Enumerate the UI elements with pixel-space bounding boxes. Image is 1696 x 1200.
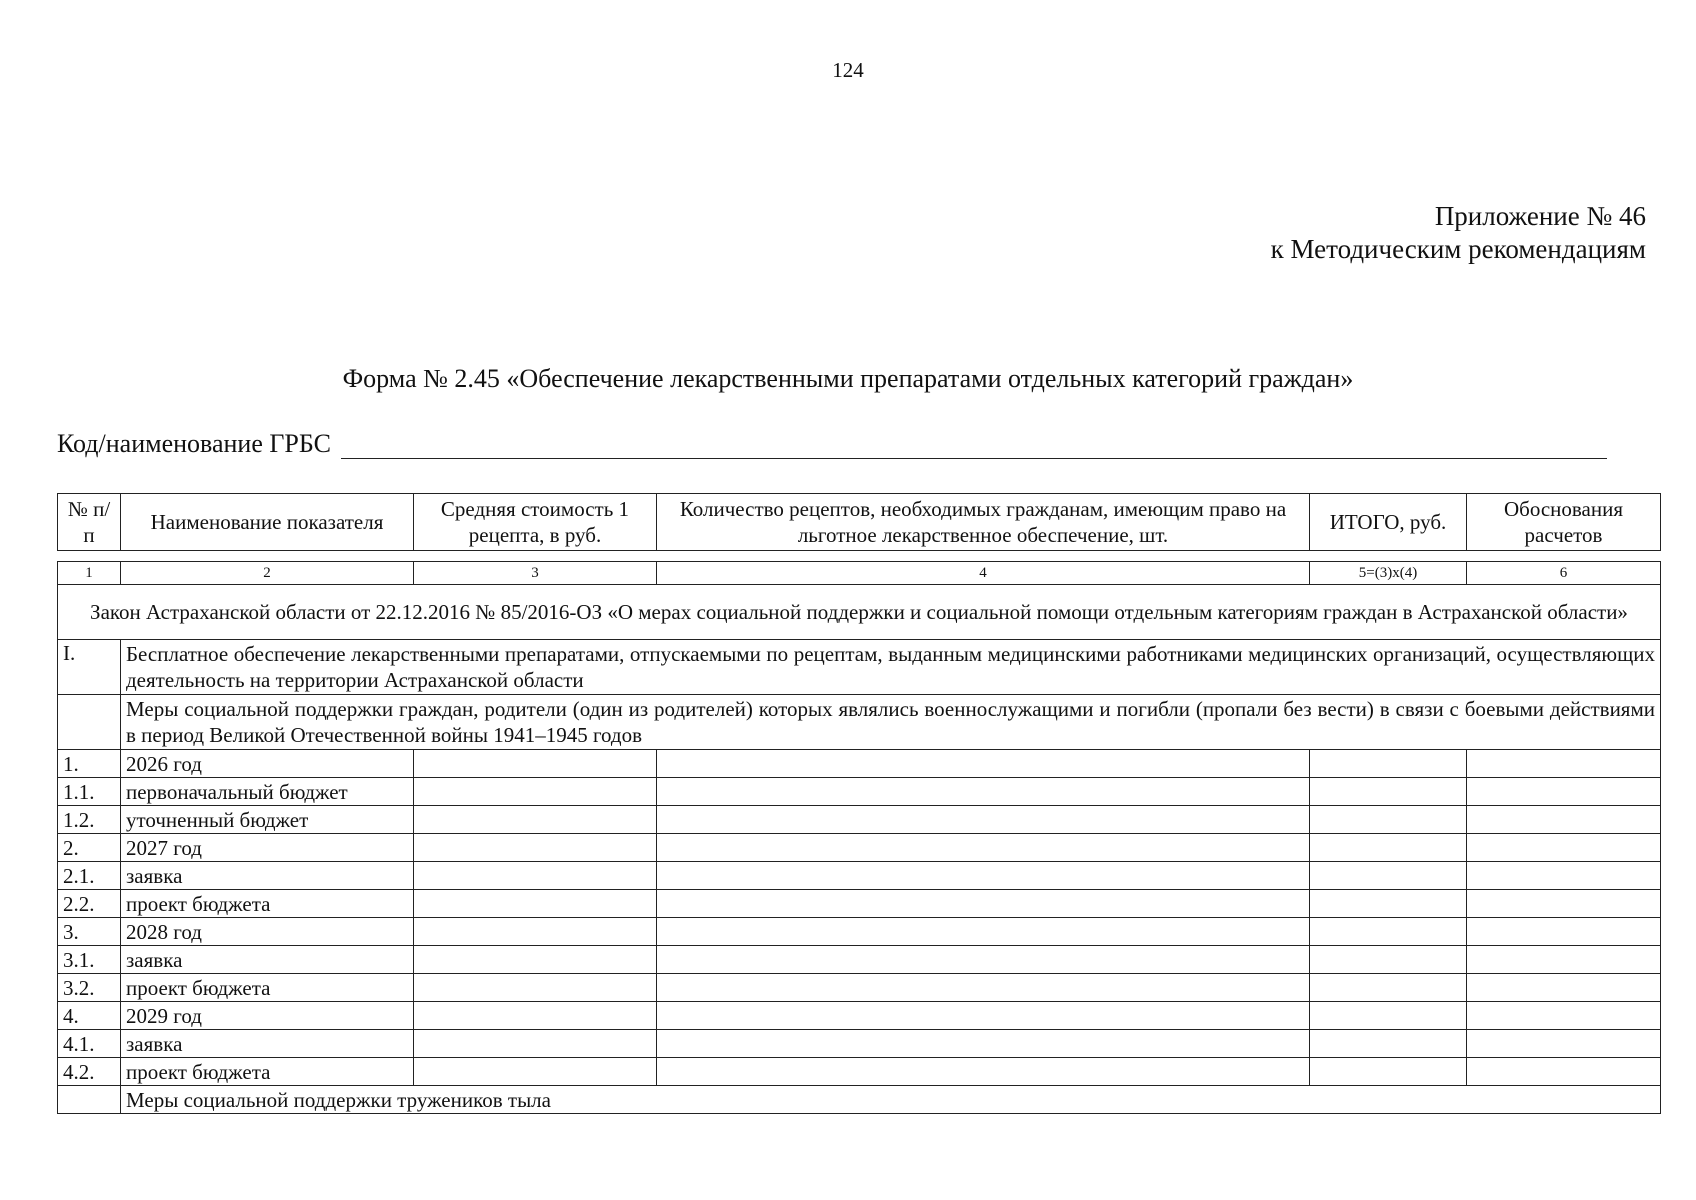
row-num: 3.1. xyxy=(58,946,121,974)
table-row xyxy=(58,1002,1661,1030)
row-justification xyxy=(1467,778,1661,806)
last-row-num xyxy=(58,1086,121,1114)
row-total xyxy=(1310,778,1467,806)
column-number: 4 xyxy=(657,562,1310,585)
row-justification xyxy=(1467,1002,1661,1030)
header-recipe-count: Количество рецептов, необходимых гражданам, имеющим право на льготное лекарственное обеспечение, шт. xyxy=(657,494,1310,551)
row-avg-cost xyxy=(414,862,657,890)
row-name: заявка xyxy=(121,1030,414,1058)
column-number: 6 xyxy=(1467,562,1661,585)
row-total xyxy=(1310,890,1467,918)
table-row xyxy=(58,890,1661,918)
grbs-field xyxy=(57,428,1607,459)
row-recipe-count xyxy=(657,1030,1310,1058)
row-justification xyxy=(1467,890,1661,918)
header-row xyxy=(58,494,1661,551)
row-total xyxy=(1310,834,1467,862)
row-avg-cost xyxy=(414,750,657,778)
row-avg-cost xyxy=(414,918,657,946)
row-avg-cost xyxy=(414,1002,657,1030)
row-recipe-count xyxy=(657,778,1310,806)
row-total xyxy=(1310,750,1467,778)
row-justification xyxy=(1467,1030,1661,1058)
row-justification xyxy=(1467,862,1661,890)
row-name: проект бюджета xyxy=(121,974,414,1002)
row-avg-cost xyxy=(414,974,657,1002)
table-row xyxy=(58,806,1661,834)
row-total xyxy=(1310,806,1467,834)
column-number: 3 xyxy=(414,562,657,585)
row-name: заявка xyxy=(121,946,414,974)
subsection-text: Меры социальной поддержки граждан, родители (один из родителей) которых являлись военнослужащими и погибли (пропали без вести) в связи с боевыми действиями в период Великой Отечественной войны 1941–1945 годов xyxy=(121,695,1661,750)
header-name: Наименование показателя xyxy=(121,494,414,551)
row-avg-cost xyxy=(414,946,657,974)
row-justification xyxy=(1467,806,1661,834)
table-row xyxy=(58,918,1661,946)
table-row xyxy=(58,974,1661,1002)
last-row-text: Меры социальной поддержки тружеников тыла xyxy=(121,1086,1661,1114)
header-justification: Обоснования расчетов xyxy=(1467,494,1661,551)
table-row xyxy=(58,1058,1661,1086)
row-recipe-count xyxy=(657,1058,1310,1086)
row-num: 1.2. xyxy=(58,806,121,834)
row-avg-cost xyxy=(414,778,657,806)
page-number: 124 xyxy=(832,58,864,82)
row-justification xyxy=(1467,918,1661,946)
row-avg-cost xyxy=(414,806,657,834)
row-name: 2027 год xyxy=(121,834,414,862)
table-row xyxy=(58,1030,1661,1058)
row-recipe-count xyxy=(657,918,1310,946)
row-avg-cost xyxy=(414,834,657,862)
header-table xyxy=(57,493,1661,551)
section-row xyxy=(58,640,1661,695)
header-avg-cost: Средняя стоимость 1 рецепта, в руб. xyxy=(414,494,657,551)
row-justification xyxy=(1467,1058,1661,1086)
row-recipe-count xyxy=(657,974,1310,1002)
table-row xyxy=(58,946,1661,974)
table-row xyxy=(58,834,1661,862)
subsection-row xyxy=(58,695,1661,750)
row-name: заявка xyxy=(121,862,414,890)
row-recipe-count xyxy=(657,1002,1310,1030)
row-recipe-count xyxy=(657,890,1310,918)
row-total xyxy=(1310,1002,1467,1030)
row-name: проект бюджета xyxy=(121,1058,414,1086)
row-total xyxy=(1310,946,1467,974)
row-num: 2.2. xyxy=(58,890,121,918)
row-total xyxy=(1310,918,1467,946)
section-text: Бесплатное обеспечение лекарственными препаратами, отпускаемыми по рецептам, выданным медицинскими работниками медицинских организаций, осуществляющих деятельность на территории Астраханской области xyxy=(121,640,1661,695)
row-total xyxy=(1310,974,1467,1002)
row-num: 4.2. xyxy=(58,1058,121,1086)
header-num: № п/п xyxy=(58,494,121,551)
grbs-blank-line xyxy=(341,428,1607,459)
row-total xyxy=(1310,862,1467,890)
grbs-label: Код/наименование ГРБС xyxy=(57,429,331,458)
header-total: ИТОГО, руб. xyxy=(1310,494,1467,551)
row-justification xyxy=(1467,946,1661,974)
row-num: 4.1. xyxy=(58,1030,121,1058)
row-justification xyxy=(1467,974,1661,1002)
row-recipe-count xyxy=(657,750,1310,778)
row-avg-cost xyxy=(414,890,657,918)
table-row xyxy=(58,750,1661,778)
last-row xyxy=(58,1086,1661,1114)
column-number: 1 xyxy=(58,562,121,585)
law-row xyxy=(58,585,1661,640)
column-numbers-row xyxy=(58,562,1661,585)
form-title: Форма № 2.45 «Обеспечение лекарственными препаратами отдельных категорий граждан» xyxy=(342,364,1354,393)
column-number: 5=(3)х(4) xyxy=(1310,562,1467,585)
data-table xyxy=(57,561,1661,1114)
row-num: 4. xyxy=(58,1002,121,1030)
row-num: 1. xyxy=(58,750,121,778)
row-justification xyxy=(1467,750,1661,778)
law-title: Закон Астраханской области от 22.12.2016 № 85/2016-ОЗ «О мерах социальной поддержки и социальной помощи отдельным категориям граждан в Астраханской области» xyxy=(58,585,1661,640)
appendix-block xyxy=(1271,200,1646,266)
row-name: уточненный бюджет xyxy=(121,806,414,834)
table-row xyxy=(58,862,1661,890)
appendix-line-2: к Методическим рекомендациям xyxy=(1270,234,1646,264)
row-name: первоначальный бюджет xyxy=(121,778,414,806)
row-name: 2026 год xyxy=(121,750,414,778)
row-recipe-count xyxy=(657,834,1310,862)
row-num: 2. xyxy=(58,834,121,862)
row-num: 3.2. xyxy=(58,974,121,1002)
row-total xyxy=(1310,1030,1467,1058)
row-num: 2.1. xyxy=(58,862,121,890)
data-rows xyxy=(58,750,1661,1086)
section-num: I. xyxy=(58,640,121,695)
row-avg-cost xyxy=(414,1058,657,1086)
row-total xyxy=(1310,1058,1467,1086)
row-recipe-count xyxy=(657,862,1310,890)
row-recipe-count xyxy=(657,806,1310,834)
column-number: 2 xyxy=(121,562,414,585)
row-num: 3. xyxy=(58,918,121,946)
row-avg-cost xyxy=(414,1030,657,1058)
row-name: проект бюджета xyxy=(121,890,414,918)
table-row xyxy=(58,778,1661,806)
row-justification xyxy=(1467,834,1661,862)
row-name: 2029 год xyxy=(121,1002,414,1030)
subsection-num xyxy=(58,695,121,750)
row-name: 2028 год xyxy=(121,918,414,946)
row-num: 1.1. xyxy=(58,778,121,806)
appendix-line-1: Приложение № 46 xyxy=(1434,201,1646,231)
row-recipe-count xyxy=(657,946,1310,974)
